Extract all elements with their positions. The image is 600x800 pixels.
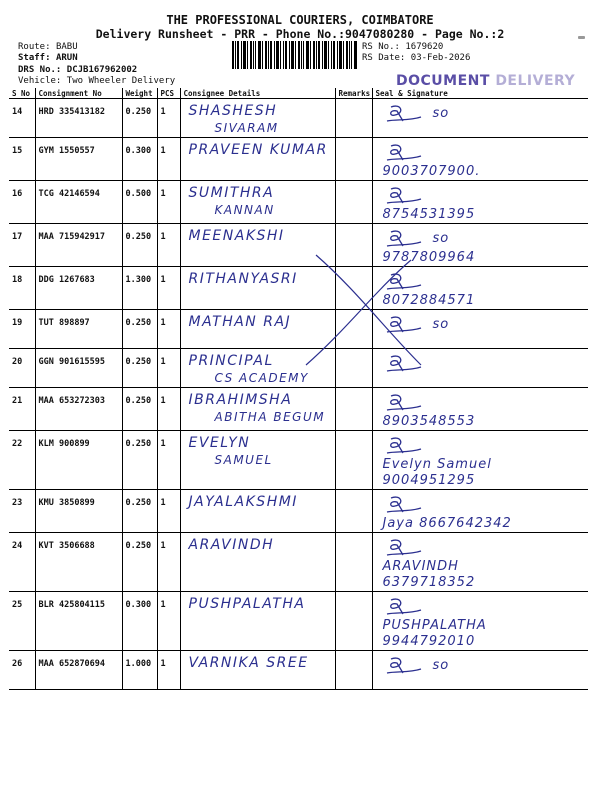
remarks-cell (335, 490, 372, 533)
consignment-number: MAA 652870694 (35, 651, 122, 690)
table-row (9, 388, 588, 431)
signature-phone: 6379718352 (382, 575, 476, 590)
vehicle-label: Vehicle: (18, 76, 62, 86)
weight-value: 0.500 (122, 181, 157, 224)
remarks-cell (335, 388, 372, 431)
serial-number: 18 (9, 267, 35, 310)
weight-value: 1.000 (122, 651, 157, 690)
consignee-name-second-line: SIVARAM (214, 121, 279, 135)
runsheet-table (9, 88, 588, 690)
col-header-signature: Seal & Signature (372, 88, 588, 99)
col-header-consignment: Consignment No (35, 88, 122, 99)
serial-number: 15 (9, 138, 35, 181)
serial-number: 16 (9, 181, 35, 224)
consignment-number: KLM 900899 (35, 431, 122, 490)
consignee-name: ARAVINDH (188, 537, 275, 553)
staff-value: ARUN (55, 53, 78, 63)
table-row (9, 533, 588, 592)
consignee-name: SUMITHRA (188, 185, 275, 201)
consignee-name: PRAVEEN KUMAR (188, 142, 328, 158)
pieces-value: 1 (157, 138, 180, 181)
seal-signature-cell (372, 592, 588, 651)
seal-signature-cell (372, 533, 588, 592)
signature-scribble (383, 392, 429, 414)
consignee-name-second-line: SAMUEL (214, 453, 273, 467)
seal-signature-cell (372, 138, 588, 181)
consignee-name: MEENAKSHI (188, 228, 285, 244)
signature-scribble (383, 494, 429, 516)
serial-number: 26 (9, 651, 35, 690)
signature-note: 9003707900. (382, 164, 481, 179)
signature-phone: 8072884571 (382, 293, 476, 308)
drs-label: DRS No.: (18, 65, 62, 75)
consignee-details (180, 651, 335, 690)
consignment-number: BLR 425804115 (35, 592, 122, 651)
weight-value: 0.250 (122, 388, 157, 431)
signature-scribble (383, 228, 429, 250)
rs-no-label: RS No.: (362, 42, 400, 52)
serial-number: 21 (9, 388, 35, 431)
signature-mark: so (432, 230, 450, 246)
consignment-number: KVT 3506688 (35, 533, 122, 592)
consignment-number: GGN 901615595 (35, 349, 122, 388)
seal-signature-cell (372, 181, 588, 224)
signature-scribble (383, 596, 429, 618)
staff-label: Staff: (18, 53, 51, 63)
consignee-name: JAYALAKSHMI (188, 494, 298, 510)
rs-no-line (362, 42, 443, 52)
signature-note: PUSHPALATHA (382, 618, 487, 633)
consignee-name-second-line: CS ACADEMY (214, 371, 309, 385)
signature-scribble (383, 655, 429, 677)
signature-phone: 9944792010 (382, 634, 476, 649)
vehicle-line (18, 76, 175, 86)
serial-number: 19 (9, 310, 35, 349)
remarks-cell (335, 431, 372, 490)
pieces-value: 1 (157, 349, 180, 388)
consignee-name: VARNIKA SREE (188, 655, 309, 671)
rs-date-value: 03-Feb-2026 (410, 53, 471, 63)
consignee-details (180, 181, 335, 224)
serial-number: 14 (9, 99, 35, 138)
consignee-name: EVELYN (188, 435, 251, 451)
consignee-name: RITHANYASRI (188, 271, 298, 287)
weight-value: 0.300 (122, 592, 157, 651)
barcode-image (232, 41, 357, 69)
rs-date-line (362, 53, 470, 63)
signature-scribble (383, 537, 429, 559)
remarks-cell (335, 592, 372, 651)
serial-number: 20 (9, 349, 35, 388)
weight-value: 0.250 (122, 310, 157, 349)
pieces-value: 1 (157, 99, 180, 138)
table-row (9, 181, 588, 224)
serial-number: 24 (9, 533, 35, 592)
weight-value: 1.300 (122, 267, 157, 310)
serial-number: 23 (9, 490, 35, 533)
remarks-cell (335, 138, 372, 181)
stamp-faint: DELIVERY (495, 73, 576, 89)
consignee-name: PRINCIPAL (188, 353, 274, 369)
pieces-value: 1 (157, 533, 180, 592)
remarks-cell (335, 99, 372, 138)
route-line (18, 42, 78, 52)
signature-note: 8754531395 (382, 207, 476, 222)
consignee-details (180, 388, 335, 431)
staff-line (18, 53, 78, 63)
consignee-name-second-line: KANNAN (214, 203, 275, 217)
table-body (9, 99, 588, 690)
consignee-details (180, 99, 335, 138)
consignee-name-second-line: ABITHA BEGUM (214, 410, 326, 424)
pieces-value: 1 (157, 310, 180, 349)
vehicle-value: Two Wheeler Delivery (66, 76, 176, 86)
weight-value: 0.300 (122, 138, 157, 181)
pieces-value: 1 (157, 651, 180, 690)
consignment-number: DDG 1267683 (35, 267, 122, 310)
rs-no-value: 1679620 (405, 42, 444, 52)
col-header-consignee: Consignee Details (180, 88, 335, 99)
pieces-value: 1 (157, 592, 180, 651)
table-row (9, 431, 588, 490)
rs-date-label: RS Date: (362, 53, 406, 63)
seal-signature-cell (372, 431, 588, 490)
signature-note: Evelyn Samuel (382, 457, 492, 472)
corner-mark (578, 36, 585, 39)
weight-value: 0.250 (122, 224, 157, 267)
signature-scribble (383, 185, 429, 207)
signature-phone: 8903548553 (382, 414, 476, 429)
weight-value: 0.250 (122, 349, 157, 388)
seal-signature-cell (372, 490, 588, 533)
runsheet-subtitle: Delivery Runsheet - PRR - Phone No.:9047080280 - Page No.:2 (95, 27, 505, 41)
consignment-number: GYM 1550557 (35, 138, 122, 181)
seal-signature-cell (372, 651, 588, 690)
consignment-number: HRD 335413182 (35, 99, 122, 138)
weight-value: 0.250 (122, 490, 157, 533)
consignee-name: SHASHESH (188, 103, 278, 119)
signature-mark: so (432, 657, 450, 673)
route-label: Route: (18, 42, 51, 52)
pieces-value: 1 (157, 490, 180, 533)
route-value: BABU (55, 42, 78, 52)
pieces-value: 1 (157, 224, 180, 267)
signature-scribble (383, 103, 429, 125)
table-row (9, 99, 588, 138)
weight-value: 0.250 (122, 431, 157, 490)
consignee-details (180, 138, 335, 181)
consignment-number: MAA 653272303 (35, 388, 122, 431)
table-row (9, 490, 588, 533)
remarks-cell (335, 651, 372, 690)
consignee-details (180, 533, 335, 592)
cross-out-mark (296, 250, 426, 370)
consignee-name: MATHAN RAJ (188, 314, 292, 330)
col-header-weight: Weight (122, 88, 157, 99)
table-row (9, 592, 588, 651)
table-row (9, 138, 588, 181)
consignment-number: TUT 898897 (35, 310, 122, 349)
consignment-number: MAA 715942917 (35, 224, 122, 267)
seal-signature-cell (372, 388, 588, 431)
signature-note: ARAVINDH (382, 559, 459, 574)
company-title: THE PROFESSIONAL COURIERS, COIMBATORE (166, 13, 434, 27)
remarks-cell (335, 181, 372, 224)
consignment-number: KMU 3850899 (35, 490, 122, 533)
weight-value: 0.250 (122, 533, 157, 592)
drs-line (18, 65, 137, 75)
signature-scribble (383, 435, 429, 457)
signature-note: Jaya 8667642342 (382, 516, 512, 531)
remarks-cell (335, 533, 372, 592)
consignee-details (180, 431, 335, 490)
consignee-details (180, 592, 335, 651)
weight-value: 0.250 (122, 99, 157, 138)
col-header-pcs: PCS (157, 88, 180, 99)
pieces-value: 1 (157, 431, 180, 490)
pieces-value: 1 (157, 181, 180, 224)
signature-mark: so (432, 316, 450, 332)
consignment-number: TCG 42146594 (35, 181, 122, 224)
stamp-main: DOCUMENT (396, 73, 490, 89)
serial-number: 25 (9, 592, 35, 651)
col-header-sno: S No (9, 88, 35, 99)
document-delivery-stamp (396, 73, 575, 89)
col-header-remarks: Remarks (335, 88, 372, 99)
signature-mark: so (432, 105, 450, 121)
signature-note: 9787809964 (382, 250, 476, 265)
seal-signature-cell (372, 99, 588, 138)
consignee-name: PUSHPALATHA (188, 596, 306, 612)
serial-number: 17 (9, 224, 35, 267)
drs-value: DCJB167962002 (66, 65, 138, 75)
table-header-row (9, 88, 588, 99)
serial-number: 22 (9, 431, 35, 490)
table-row (9, 651, 588, 690)
signature-phone: 9004951295 (382, 473, 476, 488)
consignee-name: IBRAHIMSHA (188, 392, 293, 408)
pieces-value: 1 (157, 267, 180, 310)
signature-scribble (383, 142, 429, 164)
consignee-details (180, 490, 335, 533)
pieces-value: 1 (157, 388, 180, 431)
